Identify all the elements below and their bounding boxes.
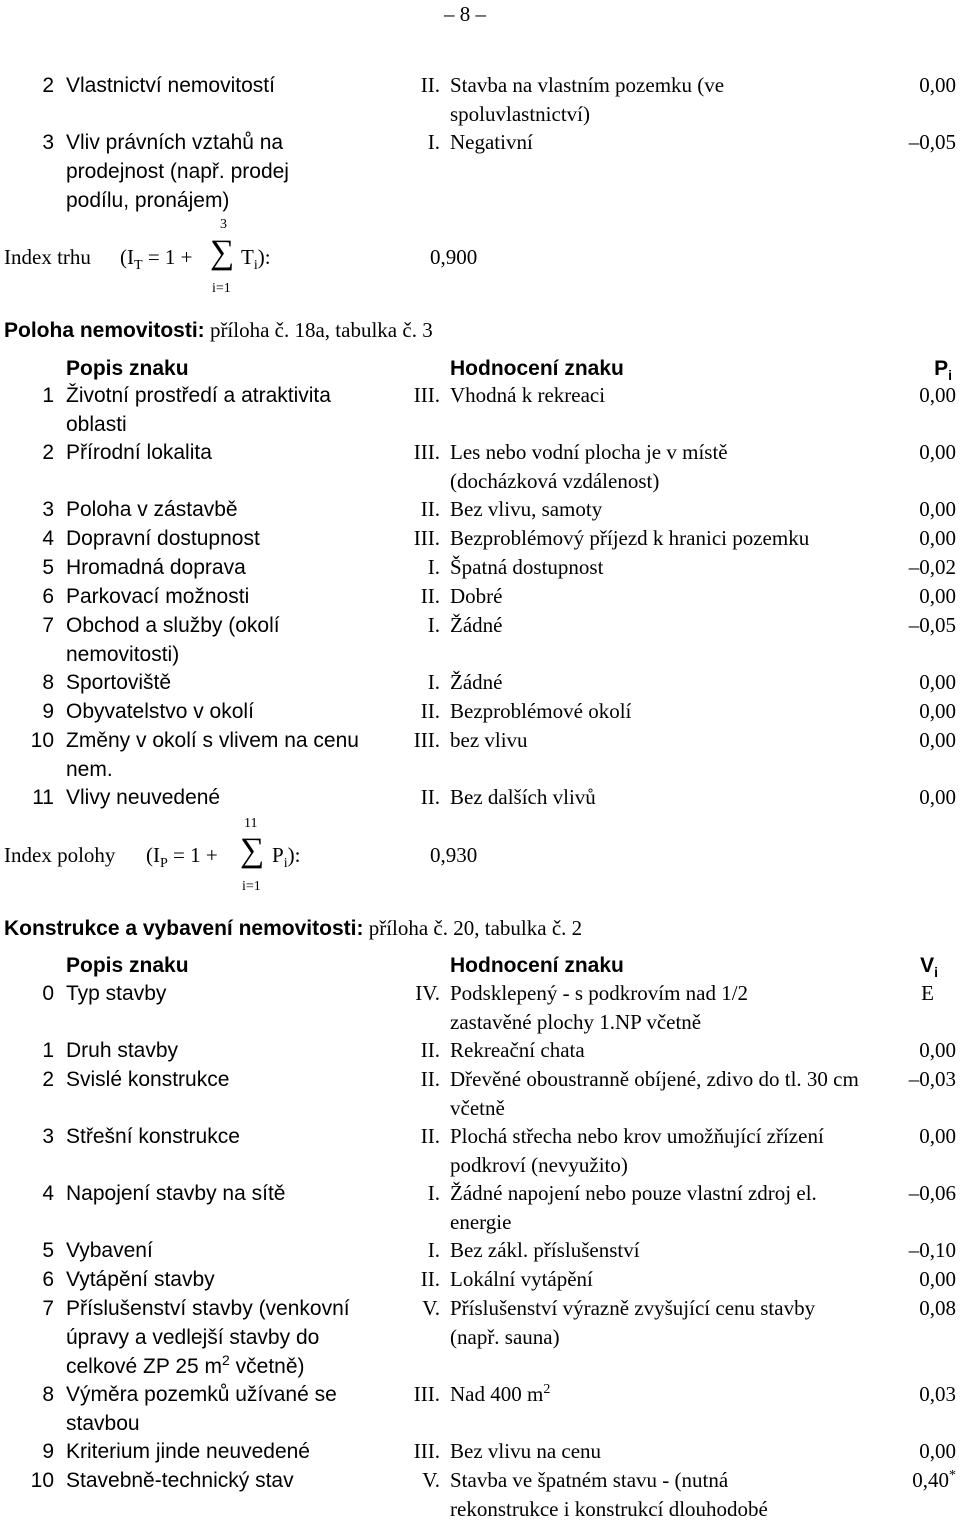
formula-sub: P bbox=[160, 856, 168, 872]
row-number: 3 bbox=[42, 131, 54, 154]
page-number: – 8 – bbox=[444, 2, 486, 26]
row-grade: III. bbox=[413, 526, 440, 550]
row-coefficient: 0,00 bbox=[919, 1439, 956, 1463]
row-grade: I. bbox=[427, 1181, 440, 1205]
row-grade: III. bbox=[413, 728, 440, 752]
row-coefficient: 0,40* bbox=[912, 1468, 956, 1492]
row-grade: I. bbox=[427, 130, 440, 154]
sum-lower-limit: i=1 bbox=[242, 879, 261, 894]
row-coefficient: 0,00 bbox=[919, 73, 956, 97]
row-number: 4 bbox=[42, 1182, 54, 1205]
row-description: Druh stavby bbox=[66, 1039, 179, 1062]
sum-upper-limit: 11 bbox=[244, 816, 258, 831]
row-grade: I. bbox=[427, 555, 440, 579]
row-grade: II. bbox=[420, 1038, 440, 1062]
row-coefficient: –0,10 bbox=[908, 1238, 956, 1262]
row-grade: II. bbox=[420, 785, 440, 809]
row-grade: III. bbox=[413, 440, 440, 464]
row-number: 5 bbox=[42, 556, 54, 579]
row-value: Lokální vytápění bbox=[450, 1267, 593, 1291]
row-description: Kriterium jinde neuvedené bbox=[66, 1440, 310, 1463]
row-description: Přírodní lokalita bbox=[66, 441, 212, 464]
row-description: Střešní konstrukce bbox=[66, 1125, 240, 1148]
row-description: Vybavení bbox=[66, 1239, 153, 1262]
row-value: Les nebo vodní plocha je v místě (docházková vzdálenost) bbox=[450, 440, 728, 493]
section-heading-konstrukce: Konstrukce a vybavení nemovitosti: příloha č. 20, tabulka č. 2 bbox=[4, 916, 583, 940]
row-coefficient: 0,00 bbox=[919, 1124, 956, 1148]
formula-term: P bbox=[272, 843, 284, 867]
row-number: 4 bbox=[42, 527, 54, 550]
row-coefficient: 0,00 bbox=[919, 1267, 956, 1291]
row-grade: III. bbox=[413, 1439, 440, 1463]
row-number: 2 bbox=[42, 1068, 54, 1091]
row-number: 9 bbox=[42, 1440, 54, 1463]
row-value: Bez zákl. příslušenství bbox=[450, 1238, 640, 1262]
row-number: 9 bbox=[42, 700, 54, 723]
row-description: Stavebně-technický stav bbox=[66, 1469, 294, 1492]
row-grade: III. bbox=[413, 1382, 440, 1406]
column-header-coef: V bbox=[920, 954, 935, 977]
row-grade: V. bbox=[422, 1468, 440, 1492]
formula-term-sub: i bbox=[253, 258, 258, 274]
row-description: Vlivy neuvedené bbox=[66, 786, 221, 809]
row-coefficient: 0,00 bbox=[919, 785, 956, 809]
row-coefficient: 0,00 bbox=[919, 670, 956, 694]
row-number: 3 bbox=[42, 498, 54, 521]
row-value: Bez vlivu na cenu bbox=[450, 1439, 602, 1463]
row-value: Žádné bbox=[450, 613, 503, 637]
row-description: Hromadná doprava bbox=[66, 556, 246, 579]
row-description: Obyvatelstvo v okolí bbox=[66, 700, 254, 723]
row-value: Dřevěné oboustranně obíjené, zdivo do tl. 30 cm včetně bbox=[450, 1067, 859, 1120]
row-coefficient: –0,05 bbox=[908, 130, 956, 154]
row-description: Vliv právních vztahů na prodejnost (např. prodej podílu, pronájem) bbox=[66, 131, 289, 212]
row-value: bez vlivu bbox=[450, 728, 528, 752]
sum-upper-limit: 3 bbox=[220, 217, 227, 232]
row-description: Sportoviště bbox=[66, 671, 172, 694]
formula-mid: = 1 + bbox=[173, 843, 218, 867]
sum-lower-limit: i=1 bbox=[212, 281, 231, 296]
row-value: Vhodná k rekreaci bbox=[450, 383, 606, 407]
sigma-icon: ∑ bbox=[210, 234, 235, 271]
row-coefficient: 0,00 bbox=[919, 526, 956, 550]
column-header-desc: Popis znaku bbox=[66, 357, 189, 380]
row-value: Příslušenství výrazně zvyšující cenu stavby (např. sauna) bbox=[450, 1296, 816, 1349]
row-coefficient: 0,00 bbox=[919, 497, 956, 521]
row-grade: III. bbox=[413, 383, 440, 407]
row-description: Výměra pozemků užívané se stavbou bbox=[66, 1383, 337, 1435]
row-description: Vytápění stavby bbox=[66, 1268, 215, 1291]
column-header-coef: P bbox=[934, 357, 949, 380]
row-number: 8 bbox=[42, 1383, 54, 1406]
row-coefficient: 0,00 bbox=[919, 699, 956, 723]
row-number: 1 bbox=[42, 384, 54, 407]
row-value: Rekreační chata bbox=[450, 1038, 585, 1062]
row-number: 2 bbox=[42, 74, 54, 97]
row-coefficient: 0,00 bbox=[919, 383, 956, 407]
row-description: Parkovací možnosti bbox=[66, 585, 250, 608]
row-description: Svislé konstrukce bbox=[66, 1068, 230, 1091]
section-heading-poloha: Poloha nemovitosti: příloha č. 18a, tabulka č. 3 bbox=[4, 318, 433, 342]
row-value: Žádné bbox=[450, 670, 503, 694]
row-value: Podsklepený - s podkrovím nad 1/2 zastavěné plochy 1.NP včetně bbox=[450, 981, 749, 1034]
row-number: 10 bbox=[30, 1469, 54, 1492]
row-grade: II. bbox=[420, 1067, 440, 1091]
row-number: 1 bbox=[42, 1039, 54, 1062]
row-description: Dopravní dostupnost bbox=[66, 527, 260, 550]
row-grade: II. bbox=[420, 497, 440, 521]
row-coefficient: –0,05 bbox=[908, 613, 956, 637]
row-number: 7 bbox=[42, 1297, 54, 1320]
row-grade: I. bbox=[427, 613, 440, 637]
row-value: Dobré bbox=[450, 584, 503, 608]
row-value: Žádné napojení nebo pouze vlastní zdroj el. energie bbox=[450, 1181, 817, 1234]
row-description: Obchod a služby (okolí nemovitosti) bbox=[66, 614, 280, 666]
row-coefficient: E bbox=[921, 981, 934, 1005]
row-description: Životní prostředí a atraktivita oblasti bbox=[66, 384, 331, 436]
row-grade: II. bbox=[420, 73, 440, 97]
row-description: Změny v okolí s vlivem na cenu nem. bbox=[66, 729, 359, 781]
column-header-coef-sub: i bbox=[934, 964, 938, 981]
row-coefficient: 0,00 bbox=[919, 1038, 956, 1062]
row-coefficient: 0,00 bbox=[919, 440, 956, 464]
column-header-coef-sub: i bbox=[948, 367, 952, 384]
row-grade: IV. bbox=[415, 981, 440, 1005]
row-number: 2 bbox=[42, 441, 54, 464]
row-value: Bez vlivu, samoty bbox=[450, 497, 603, 521]
index-value: 0,930 bbox=[430, 843, 478, 867]
row-grade: II. bbox=[420, 1267, 440, 1291]
row-description: Příslušenství stavby (venkovní úpravy a vedlejší stavby do celkové ZP 25 $m^2$ včetně) bbox=[66, 1297, 350, 1378]
row-description: Typ stavby bbox=[66, 982, 167, 1005]
column-header-desc: Popis znaku bbox=[66, 954, 189, 977]
row-coefficient: 0,03 bbox=[919, 1382, 956, 1406]
formula-term-sub: i bbox=[283, 856, 288, 872]
index-label: Index trhu bbox=[4, 245, 91, 269]
row-description: Vlastnictví nemovitostí bbox=[66, 74, 275, 97]
row-value: Stavba ve špatném stavu - (nutná rekonstrukce i konstrukcí dlouhodobé bbox=[450, 1468, 768, 1521]
formula-sub: T bbox=[134, 258, 143, 274]
column-header-value: Hodnocení znaku bbox=[450, 357, 624, 380]
row-number: 6 bbox=[42, 1268, 54, 1291]
row-value: Nad 400 $m^2$ bbox=[450, 1382, 551, 1406]
row-value: Plochá střecha nebo krov umožňující zřízení podkroví (nevyužito) bbox=[450, 1124, 824, 1177]
row-grade: II. bbox=[420, 584, 440, 608]
row-grade: I. bbox=[427, 670, 440, 694]
column-header-value: Hodnocení znaku bbox=[450, 954, 624, 977]
row-number: 6 bbox=[42, 585, 54, 608]
row-value: Špatná dostupnost bbox=[450, 555, 604, 579]
row-value: Bezproblémové okolí bbox=[450, 699, 632, 723]
row-coefficient: 0,08 bbox=[919, 1296, 956, 1320]
row-grade: V. bbox=[422, 1296, 440, 1320]
row-grade: II. bbox=[420, 1124, 440, 1148]
formula-open: (I bbox=[146, 843, 160, 867]
formula-close: ): bbox=[287, 843, 301, 867]
formula-close: ): bbox=[257, 245, 271, 269]
row-coefficient: –0,03 bbox=[908, 1067, 956, 1091]
row-number: 7 bbox=[42, 614, 54, 637]
row-value: Bezproblémový příjezd k hranici pozemku bbox=[450, 526, 810, 550]
row-coefficient: 0,00 bbox=[919, 728, 956, 752]
sigma-icon: ∑ bbox=[240, 832, 265, 869]
row-number: 8 bbox=[42, 671, 54, 694]
row-grade: I. bbox=[427, 1238, 440, 1262]
row-number: 0 bbox=[42, 982, 54, 1005]
formula-open: (I bbox=[120, 245, 134, 269]
row-description: Poloha v zástavbě bbox=[66, 498, 238, 521]
formula-mid: = 1 + bbox=[147, 245, 193, 269]
row-description: Napojení stavby na sítě bbox=[66, 1182, 286, 1205]
formula-term: T bbox=[241, 245, 254, 269]
row-number: 10 bbox=[30, 729, 54, 752]
row-coefficient: –0,02 bbox=[908, 555, 956, 579]
row-number: 5 bbox=[42, 1239, 54, 1262]
row-value: Bez dalších vlivů bbox=[450, 785, 596, 809]
row-number: 11 bbox=[32, 786, 54, 809]
row-coefficient: –0,06 bbox=[908, 1181, 956, 1205]
index-label: Index polohy bbox=[4, 843, 116, 867]
row-number: 3 bbox=[42, 1125, 54, 1148]
index-value: 0,900 bbox=[430, 245, 478, 269]
row-value: Negativní bbox=[450, 130, 533, 154]
row-value: Stavba na vlastním pozemku (ve spoluvlastnictví) bbox=[450, 73, 725, 126]
row-coefficient: 0,00 bbox=[919, 584, 956, 608]
row-grade: II. bbox=[420, 699, 440, 723]
